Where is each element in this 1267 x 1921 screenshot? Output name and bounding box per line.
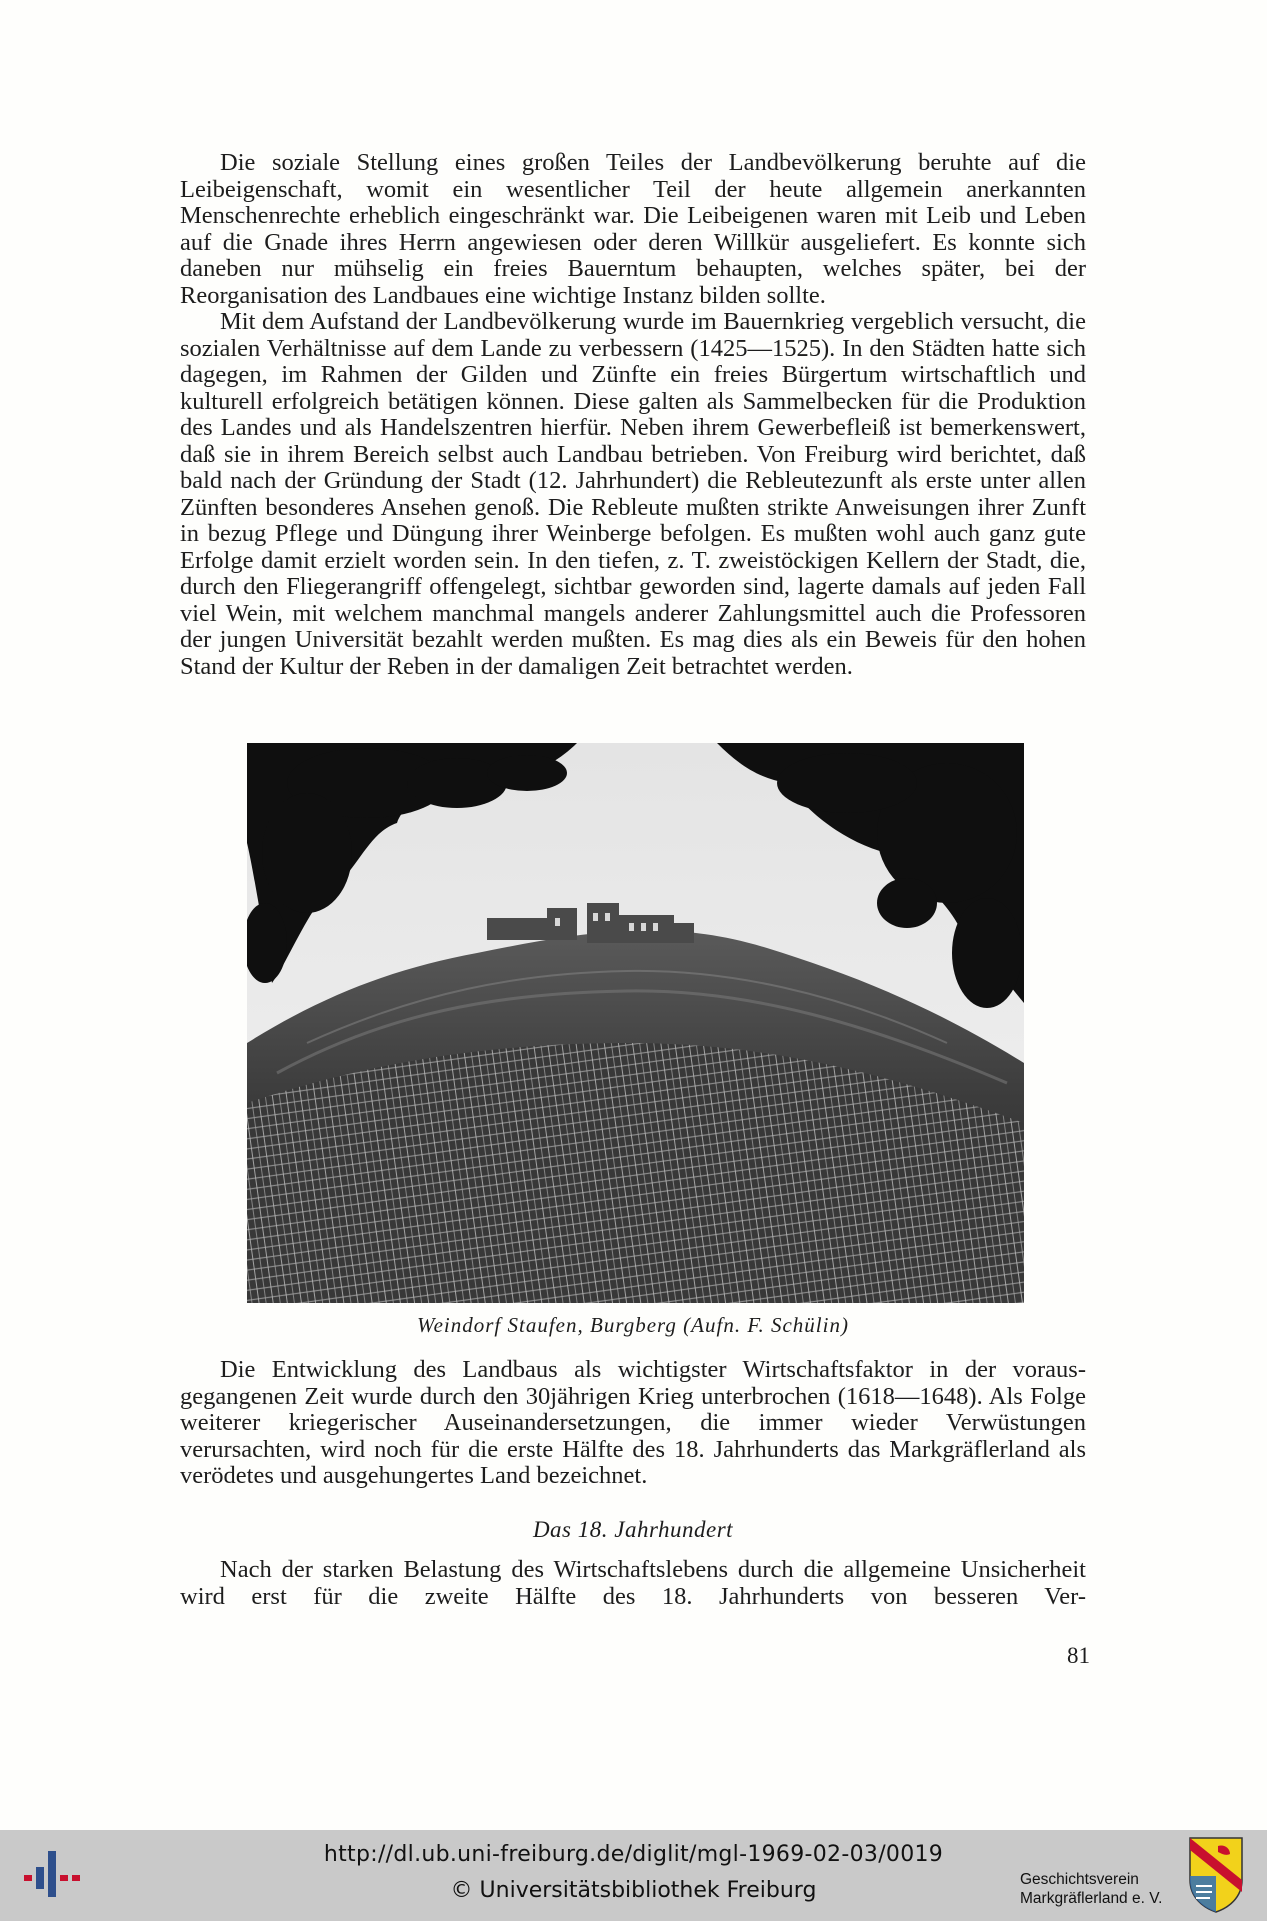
copyright-notice: © Universitätsbibliothek Freiburg — [450, 1878, 817, 1903]
text-block-middle — [180, 1357, 1086, 1490]
society-name-line2: Markgräflerland e. V. — [1020, 1890, 1163, 1907]
paragraph: Mit dem Aufstand der Landbevölkerung wurde im Bauernkrieg vergeblich versucht, die sozialen Verhältnisse auf dem Lande zu verbessern (1425—1525). In den Städten hatte sich dagegen, im Rahmen der Gilden und Zünfte ein freies Bürgertum wirtschaftlich und kulturell erfolgreich betätigen können. Diese galten als Sammelbecken für die Produktion des Landes und als Handelszentren hierfür. Neben ihrem Gewerbefleiß ist bemerkenswert, daß sie in ihrem Bereich selbst auch Landbau betrieben. Von Freiburg wird berichtet, daß bald nach der Gründung der Stadt (12. Jahrhundert) die Rebleutezunft als erste unter allen Zünften besonderes Ansehen genoß. Die Rebleute mußten strikte Anweisungen ihrer Zunft in bezug Pflege und Düngung ihrer Weinberge befolgen. Es mußten wohl auch ganz gute Erfolge damit erzielt worden sein. In den tiefen, z. T. zweistöckigen Kellern der Stadt, die, durch den Fliegerangriff offengelegt, sichtbar geworden sind, lagerte damals auf jeden Fall viel Wein, mit welchem manchmal mangels anderer Zahlungsmittel auch die Professoren der jungen Universität bezahlt werden mußten. Es mag dies als ein Beweis für den hohen Stand der Kultur der Reben in der damaligen Zeit betrachtet werden. — [180, 308, 1086, 680]
paragraph: Die Entwicklung des Landbaus als wichtigster Wirtschaftsfaktor in der vorausgegangenen Zeit wurde durch den 30jährigen Krieg unterbrochen (1618—1648). Als Folge weiterer kriegerischer Auseinandersetzungen, die immer wieder Verwüstungen verursachten, wird noch für die erste Hälfte des 18. Jahrhunderts das Markgräflerland als verödetes und ausgehungertes Land bezeichnet. — [180, 1356, 1086, 1489]
page-number: 81 — [1067, 1643, 1090, 1668]
text-block-top — [180, 150, 1086, 680]
coat-of-arms-icon — [1188, 1836, 1244, 1914]
footer-bar — [0, 1830, 1267, 1921]
figure-caption: Weindorf Staufen, Burgberg (Aufn. F. Schülin) — [417, 1313, 849, 1337]
paragraph: Nach der starken Belastung des Wirtschaftslebens durch die allgemeine Unsicherheit wird erst für die zweite Hälfte des 18. Jahrhunderts von besseren Ver- — [180, 1556, 1086, 1610]
digital-library-url-link[interactable]: http://dl.ub.uni-freiburg.de/diglit/mgl-1969-02-03/0019 — [323, 1842, 944, 1867]
vineyard-castle-photo — [247, 743, 1024, 1303]
section-heading: Das 18. Jahrhundert — [532, 1517, 734, 1542]
society-name-line1: Geschichtsverein — [1020, 1871, 1139, 1888]
paragraph: Die soziale Stellung eines großen Teiles der Landbevölkerung beruhte auf die Leibeigenschaft, womit ein wesentlicher Teil der heute allgemein anerkannten Menschenrechte erheblich eingeschränkt war. Die Leibeigenen waren mit Leib und Leben auf die Gnade ihres Herrn angewiesen oder deren Willkür ausgeliefert. Es konnte sich daneben nur mühselig ein freies Bauerntum behaupten, welches später, bei der Reorganisation des Landbaues eine wichtige Instanz bilden sollte. — [180, 149, 1086, 309]
society-name — [1020, 1870, 1185, 1908]
text-block-bottom — [180, 1557, 1086, 1610]
